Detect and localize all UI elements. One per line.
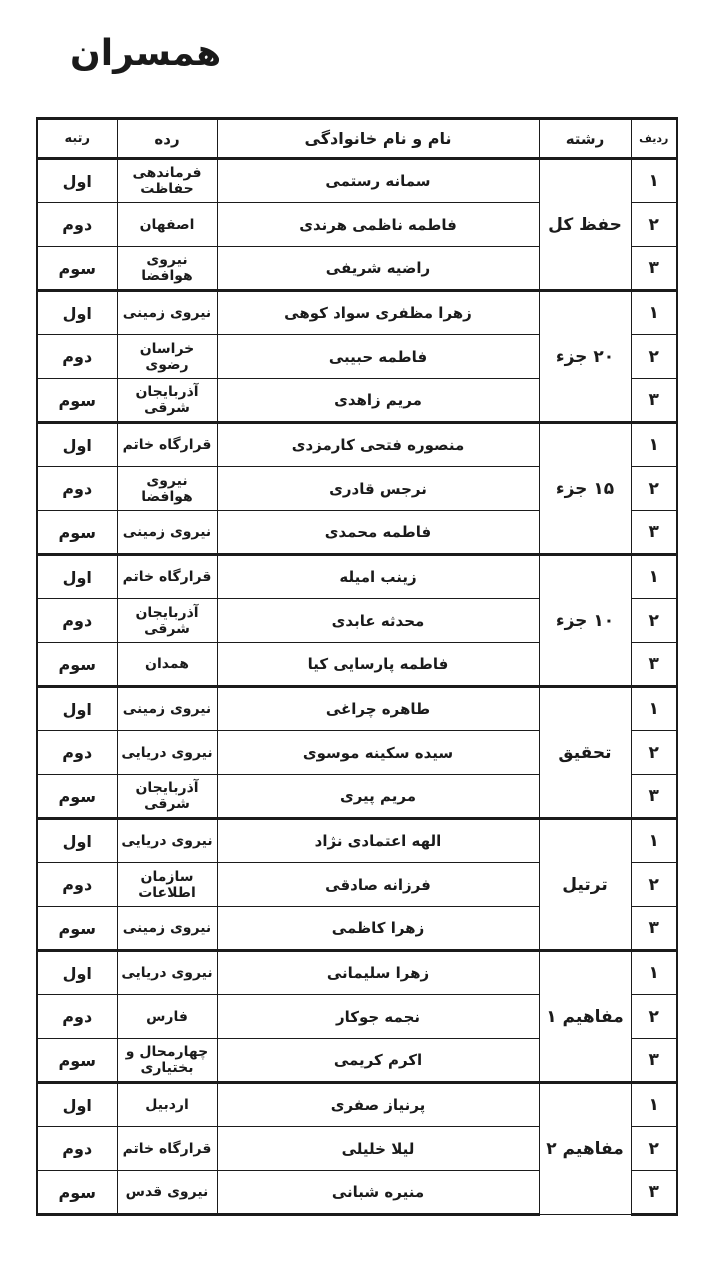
page-title: همسران (70, 33, 222, 74)
column-header-rotbe: رتبه (37, 119, 117, 159)
cell-rank: سوم (37, 1039, 117, 1083)
cell-row-number: ۲ (631, 467, 677, 511)
cell-rank: اول (37, 819, 117, 863)
cell-participant-name: فاطمه ناظمی هرندی (217, 203, 539, 247)
table-header (37, 119, 677, 159)
results-table (36, 117, 678, 1216)
table-row (37, 423, 677, 467)
cell-category: نیروی دریایی (117, 819, 217, 863)
cell-category: قرارگاه خاتم (117, 1127, 217, 1171)
cell-rank: اول (37, 291, 117, 335)
cell-row-number: ۱ (631, 1083, 677, 1127)
cell-category: نیروی زمینی (117, 291, 217, 335)
cell-category: فارس (117, 995, 217, 1039)
cell-category: آذربایجان شرقی (117, 379, 217, 423)
cell-rank: دوم (37, 995, 117, 1039)
cell-participant-name: فرزانه صادقی (217, 863, 539, 907)
table-row (37, 291, 677, 335)
cell-row-number: ۲ (631, 863, 677, 907)
cell-category: آذربایجان شرقی (117, 775, 217, 819)
cell-category: فرماندهی حفاظت (117, 159, 217, 203)
cell-row-number: ۱ (631, 951, 677, 995)
cell-discipline: ۱۵ جزء (539, 423, 631, 555)
cell-participant-name: الهه اعتمادی نژاد (217, 819, 539, 863)
cell-rank: سوم (37, 643, 117, 687)
cell-rank: سوم (37, 247, 117, 291)
cell-category: قرارگاه خاتم (117, 555, 217, 599)
cell-rank: اول (37, 1083, 117, 1127)
cell-participant-name: زهرا کاظمی (217, 907, 539, 951)
cell-category: نیروی دریایی (117, 731, 217, 775)
cell-rank: سوم (37, 379, 117, 423)
cell-category: قرارگاه خاتم (117, 423, 217, 467)
cell-participant-name: مریم زاهدی (217, 379, 539, 423)
cell-rank: دوم (37, 467, 117, 511)
cell-participant-name: فاطمه پارسایی کیا (217, 643, 539, 687)
cell-participant-name: زهرا مظفری سواد کوهی (217, 291, 539, 335)
cell-category: اصفهان (117, 203, 217, 247)
cell-discipline: حفظ کل (539, 159, 631, 291)
cell-participant-name: محدثه عابدی (217, 599, 539, 643)
cell-category: چهارمحال و بختیاری (117, 1039, 217, 1083)
cell-rank: دوم (37, 335, 117, 379)
cell-participant-name: سمانه رستمی (217, 159, 539, 203)
cell-participant-name: منیره شبانی (217, 1171, 539, 1215)
cell-row-number: ۱ (631, 555, 677, 599)
cell-row-number: ۱ (631, 687, 677, 731)
cell-discipline: ۲۰ جزء (539, 291, 631, 423)
cell-participant-name: فاطمه حبیبی (217, 335, 539, 379)
table-header-row (37, 119, 677, 159)
cell-row-number: ۱ (631, 291, 677, 335)
cell-category: اردبیل (117, 1083, 217, 1127)
cell-rank: اول (37, 687, 117, 731)
column-header-rade: رده (117, 119, 217, 159)
cell-category: نیروی هوافضا (117, 467, 217, 511)
cell-row-number: ۳ (631, 1039, 677, 1083)
cell-rank: دوم (37, 599, 117, 643)
cell-row-number: ۱ (631, 819, 677, 863)
cell-row-number: ۲ (631, 203, 677, 247)
cell-category: نیروی قدس (117, 1171, 217, 1215)
cell-row-number: ۳ (631, 1171, 677, 1215)
table-row (37, 159, 677, 203)
cell-rank: دوم (37, 1127, 117, 1171)
cell-row-number: ۳ (631, 511, 677, 555)
cell-participant-name: طاهره چراغی (217, 687, 539, 731)
results-table-container (38, 117, 678, 1216)
cell-participant-name: سیده سکینه موسوی (217, 731, 539, 775)
cell-discipline: ۱۰ جزء (539, 555, 631, 687)
cell-rank: اول (37, 555, 117, 599)
cell-category: آذربایجان شرقی (117, 599, 217, 643)
cell-rank: دوم (37, 731, 117, 775)
cell-participant-name: فاطمه محمدی (217, 511, 539, 555)
cell-row-number: ۳ (631, 379, 677, 423)
cell-category: همدان (117, 643, 217, 687)
cell-category: نیروی هوافضا (117, 247, 217, 291)
cell-rank: دوم (37, 863, 117, 907)
table-row (37, 951, 677, 995)
cell-row-number: ۱ (631, 423, 677, 467)
column-header-reshte: رشته (539, 119, 631, 159)
cell-rank: سوم (37, 775, 117, 819)
cell-row-number: ۲ (631, 335, 677, 379)
cell-row-number: ۳ (631, 247, 677, 291)
cell-participant-name: زهرا سلیمانی (217, 951, 539, 995)
cell-row-number: ۲ (631, 599, 677, 643)
cell-participant-name: لیلا خلیلی (217, 1127, 539, 1171)
discipline-group (37, 687, 677, 819)
column-header-name: نام و نام خانوادگی (217, 119, 539, 159)
cell-row-number: ۲ (631, 995, 677, 1039)
table-row (37, 819, 677, 863)
column-header-radif: ردیف (631, 119, 677, 159)
cell-rank: اول (37, 951, 117, 995)
cell-category: نیروی زمینی (117, 907, 217, 951)
cell-category: نیروی دریایی (117, 951, 217, 995)
cell-participant-name: راضیه شریفی (217, 247, 539, 291)
cell-rank: سوم (37, 511, 117, 555)
discipline-group (37, 291, 677, 423)
cell-category: سازمان اطلاعات (117, 863, 217, 907)
cell-row-number: ۳ (631, 643, 677, 687)
discipline-group (37, 555, 677, 687)
cell-participant-name: نرجس قادری (217, 467, 539, 511)
cell-category: خراسان رضوی (117, 335, 217, 379)
discipline-group (37, 819, 677, 951)
discipline-group (37, 159, 677, 291)
table-row (37, 1083, 677, 1127)
cell-row-number: ۳ (631, 907, 677, 951)
cell-participant-name: زینب امیله (217, 555, 539, 599)
cell-participant-name: اکرم کریمی (217, 1039, 539, 1083)
cell-category: نیروی زمینی (117, 511, 217, 555)
cell-rank: اول (37, 159, 117, 203)
discipline-group (37, 423, 677, 555)
cell-participant-name: منصوره فتحی کارمزدی (217, 423, 539, 467)
cell-rank: دوم (37, 203, 117, 247)
cell-participant-name: نجمه جوکار (217, 995, 539, 1039)
cell-row-number: ۱ (631, 159, 677, 203)
cell-row-number: ۳ (631, 775, 677, 819)
table-row (37, 687, 677, 731)
cell-row-number: ۲ (631, 731, 677, 775)
cell-category: نیروی زمینی (117, 687, 217, 731)
cell-rank: سوم (37, 907, 117, 951)
cell-rank: اول (37, 423, 117, 467)
discipline-group (37, 1083, 677, 1215)
cell-participant-name: پرنیاز صفری (217, 1083, 539, 1127)
cell-rank: سوم (37, 1171, 117, 1215)
cell-participant-name: مریم پیری (217, 775, 539, 819)
cell-discipline: مفاهیم ۱ (539, 951, 631, 1083)
cell-discipline: مفاهیم ۲ (539, 1083, 631, 1215)
cell-row-number: ۲ (631, 1127, 677, 1171)
discipline-group (37, 951, 677, 1083)
table-row (37, 555, 677, 599)
cell-discipline: تحقیق (539, 687, 631, 819)
cell-discipline: ترتیل (539, 819, 631, 951)
